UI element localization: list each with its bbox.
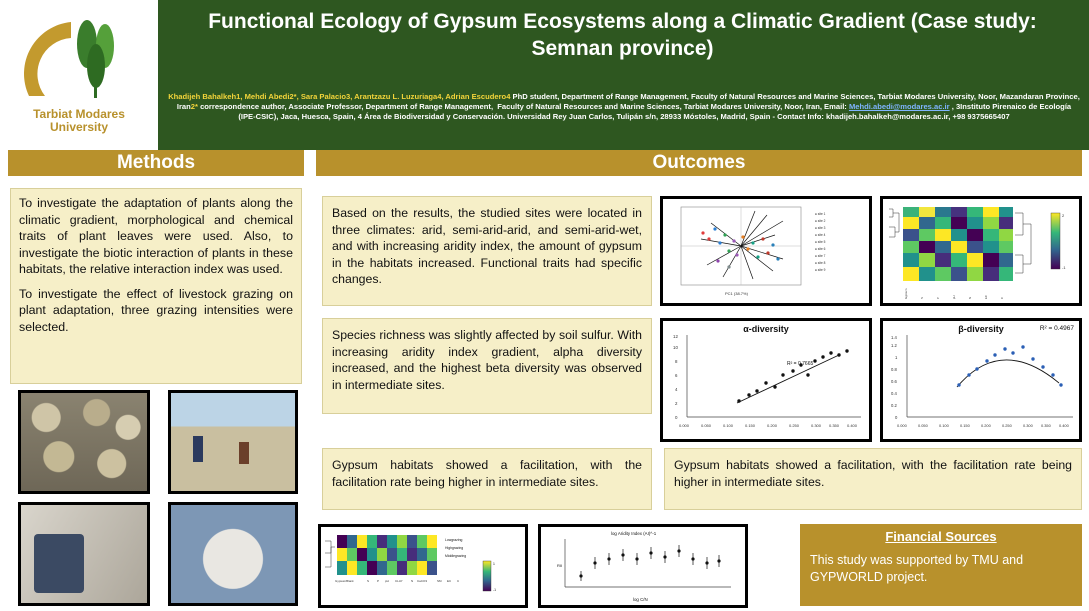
svg-text:EC: EC bbox=[984, 295, 988, 299]
outcome-text-diversity: Species richness was slightly affected by soil sulfur. With increasing aridity index gradient, alpha diversity increased, and the highest beta diversity was observed in intermediate sites. bbox=[322, 318, 652, 414]
svg-text:0.2: 0.2 bbox=[891, 403, 897, 408]
scatter-x-axis-label: log C/N bbox=[633, 597, 648, 602]
svg-text:0.4: 0.4 bbox=[891, 391, 897, 396]
outcome-text-climates: Based on the results, the studied sites were located in three climates: arid, semi-arid-arid, and semi-arid-wet, and with increasing aridity index, the amount of gypsum in the habitats increased. Functional traits had specific changes. bbox=[322, 196, 652, 306]
svg-text:● site 8: ● site 8 bbox=[815, 261, 826, 265]
figure-rii-scatter bbox=[538, 524, 748, 608]
svg-text:● site 7: ● site 7 bbox=[815, 254, 826, 258]
svg-text:6: 6 bbox=[675, 373, 678, 378]
poster-header bbox=[0, 0, 1089, 150]
svg-text:GypsumBlank: GypsumBlank bbox=[335, 579, 354, 583]
svg-text:0: 0 bbox=[675, 415, 678, 420]
svg-text:12: 12 bbox=[673, 334, 678, 339]
svg-text:0.100: 0.100 bbox=[939, 423, 949, 428]
svg-text:0.050: 0.050 bbox=[701, 423, 712, 428]
svg-text:0.250: 0.250 bbox=[789, 423, 800, 428]
svg-text:● site 9: ● site 9 bbox=[815, 268, 826, 272]
beta-chart-title: β-diversity bbox=[958, 324, 1004, 334]
outcome-text-facilitation-right: Gypsum habitats showed a facilitation, with the facilitation rate being higher in intermediate sites. bbox=[664, 448, 1082, 510]
svg-text:1.2: 1.2 bbox=[891, 343, 897, 348]
logo-text: Tarbiat Modares University bbox=[33, 107, 125, 134]
svg-text:0.200: 0.200 bbox=[767, 423, 778, 428]
financial-sources-header: Financial Sources bbox=[800, 524, 1082, 548]
logo-mark-icon bbox=[9, 10, 149, 114]
figure-alpha-diversity bbox=[660, 318, 872, 442]
scatter-y-axis-label: RII bbox=[557, 563, 563, 568]
svg-text:0.050: 0.050 bbox=[918, 423, 928, 428]
figure-heatmap-cluster bbox=[880, 196, 1082, 306]
figure-pca-biplot bbox=[660, 196, 872, 306]
heatmap-scale-max: 2 bbox=[1062, 213, 1065, 218]
svg-text:1: 1 bbox=[493, 562, 495, 566]
svg-text:pH: pH bbox=[952, 295, 956, 299]
svg-text:0.300: 0.300 bbox=[811, 423, 822, 428]
svg-text:1: 1 bbox=[895, 355, 898, 360]
photo-lab-equipment bbox=[168, 502, 298, 606]
svg-text:Middlegrazing: Middlegrazing bbox=[445, 554, 467, 558]
svg-text:P: P bbox=[936, 297, 940, 299]
svg-text:0.250: 0.250 bbox=[1002, 423, 1012, 428]
svg-text:CLAY: CLAY bbox=[395, 579, 403, 583]
svg-text:0: 0 bbox=[895, 415, 898, 420]
financial-sources-body: This study was supported by TMU and GYPWORLD project. bbox=[800, 548, 1082, 606]
svg-text:S: S bbox=[920, 297, 924, 299]
svg-text:0.100: 0.100 bbox=[723, 423, 734, 428]
svg-text:● site 2: ● site 2 bbox=[815, 219, 826, 223]
section-header-methods: Methods bbox=[8, 150, 304, 176]
svg-text:S: S bbox=[367, 579, 370, 583]
photo-plant-samples bbox=[18, 390, 150, 494]
beta-r2-annotation: R² = 0.4967 bbox=[1039, 325, 1074, 332]
svg-text:C: C bbox=[1000, 296, 1004, 299]
svg-text:0.150: 0.150 bbox=[745, 423, 756, 428]
svg-text:0.150: 0.150 bbox=[960, 423, 970, 428]
svg-text:-1: -1 bbox=[493, 588, 497, 592]
svg-text:0.300: 0.300 bbox=[1023, 423, 1033, 428]
alpha-chart-title: α-diversity bbox=[743, 324, 789, 334]
svg-text:0.000: 0.000 bbox=[897, 423, 907, 428]
svg-text:0.400: 0.400 bbox=[847, 423, 858, 428]
page-title: Functional Ecology of Gypsum Ecosystems along a Climatic Gradient (Case study: Semnan province) bbox=[208, 10, 1037, 60]
svg-text:CaCO3: CaCO3 bbox=[417, 579, 428, 583]
figure-heatmap-grazing bbox=[318, 524, 528, 608]
alpha-r2-annotation: R² = 0.7665 bbox=[787, 361, 814, 367]
svg-text:● site 5: ● site 5 bbox=[815, 240, 826, 244]
university-logo bbox=[0, 0, 158, 150]
photo-fieldwork bbox=[168, 390, 298, 494]
svg-text:● site 4: ● site 4 bbox=[815, 233, 826, 237]
svg-text:pH: pH bbox=[385, 579, 389, 583]
section-header-outcomes: Outcomes bbox=[316, 150, 1082, 176]
svg-text:4: 4 bbox=[675, 387, 678, 392]
svg-text:8: 8 bbox=[675, 359, 678, 364]
svg-text:Highgrazing: Highgrazing bbox=[445, 546, 464, 550]
svg-text:0.000: 0.000 bbox=[679, 423, 690, 428]
svg-text:N: N bbox=[411, 579, 414, 583]
svg-text:N: N bbox=[968, 296, 972, 299]
pca-x-axis-label: PC1 (38.7%) bbox=[725, 291, 748, 296]
svg-text:0.8: 0.8 bbox=[891, 367, 897, 372]
svg-text:0.400: 0.400 bbox=[1059, 423, 1069, 428]
svg-text:0.200: 0.200 bbox=[981, 423, 991, 428]
svg-text:0.350: 0.350 bbox=[829, 423, 840, 428]
methods-text-panel bbox=[10, 188, 302, 384]
outcome-text-facilitation-left: Gypsum habitats showed a facilitation, with the facilitation rate being higher in intermediate sites. bbox=[322, 448, 652, 510]
figure-beta-diversity bbox=[880, 318, 1082, 442]
svg-text:1.4: 1.4 bbox=[891, 335, 897, 340]
svg-text:2: 2 bbox=[675, 401, 678, 406]
svg-text:● site 6: ● site 6 bbox=[815, 247, 826, 251]
svg-text:SM: SM bbox=[437, 579, 442, 583]
email-link[interactable]: Mehdi.abedi@modares.ac.ir bbox=[848, 102, 950, 112]
methods-paragraph-2: To investigate the effect of livestock grazing on plant adaptation, three grazing intensities were selected. bbox=[19, 286, 293, 334]
svg-text:0.350: 0.350 bbox=[1041, 423, 1051, 428]
photo-lab-work bbox=[18, 502, 150, 606]
svg-text:P: P bbox=[377, 579, 380, 583]
svg-text:Gypsum: Gypsum bbox=[904, 288, 908, 299]
author-affiliation-block: Khadijeh Bahalkeh1, Mehdi Abedi2*, Sara Palacio3, Arantzazu L. Luzuriaga4, Adrian Escudero4 PhD student, Department of Range Management, Faculty of Natural Resources and Marine Sciences, Tarbiat Modares University, Noor, Mazandaran Province, Iran2* correspondence author, Associate Professor, Department of Range Management, Faculty of Natural Resources and Marine Sciences, Tarbiat Modares University, Noor, Iran, Email: Mehdi.abedi@modares.ac.ir , 3Instituto Pirenaico de Ecología (IPE-CSIC), Jaca, Huesca, Spain, 4 Área de Biodiversidad y Conservación. Universidad Rey Juan Carlos, Tulipán s/n, 28933 Móstoles, Madrid, Spain - Contact Info: khadijeh.bahalkeh@modares.ac.ir, +98 9375665407 bbox=[168, 92, 1080, 122]
svg-text:C: C bbox=[457, 579, 460, 583]
svg-text:● site 3: ● site 3 bbox=[815, 226, 826, 230]
methods-paragraph-1: To investigate the adaptation of plants along the climatic gradient, morphological and chemical traits of plant leaves were used. Also, to investigate the biotic interaction of plants in these habitats, the relative interaction index was used. bbox=[19, 196, 293, 276]
svg-text:0.6: 0.6 bbox=[891, 379, 897, 384]
svg-text:EC: EC bbox=[447, 579, 452, 583]
svg-text:Lowgrazing: Lowgrazing bbox=[445, 538, 463, 542]
svg-text:10: 10 bbox=[673, 345, 678, 350]
scatter-title: log Aridity Index (AI)^-1 bbox=[611, 531, 657, 536]
svg-text:● site 1: ● site 1 bbox=[815, 212, 826, 216]
heatmap-scale-min: -1 bbox=[1062, 265, 1066, 270]
